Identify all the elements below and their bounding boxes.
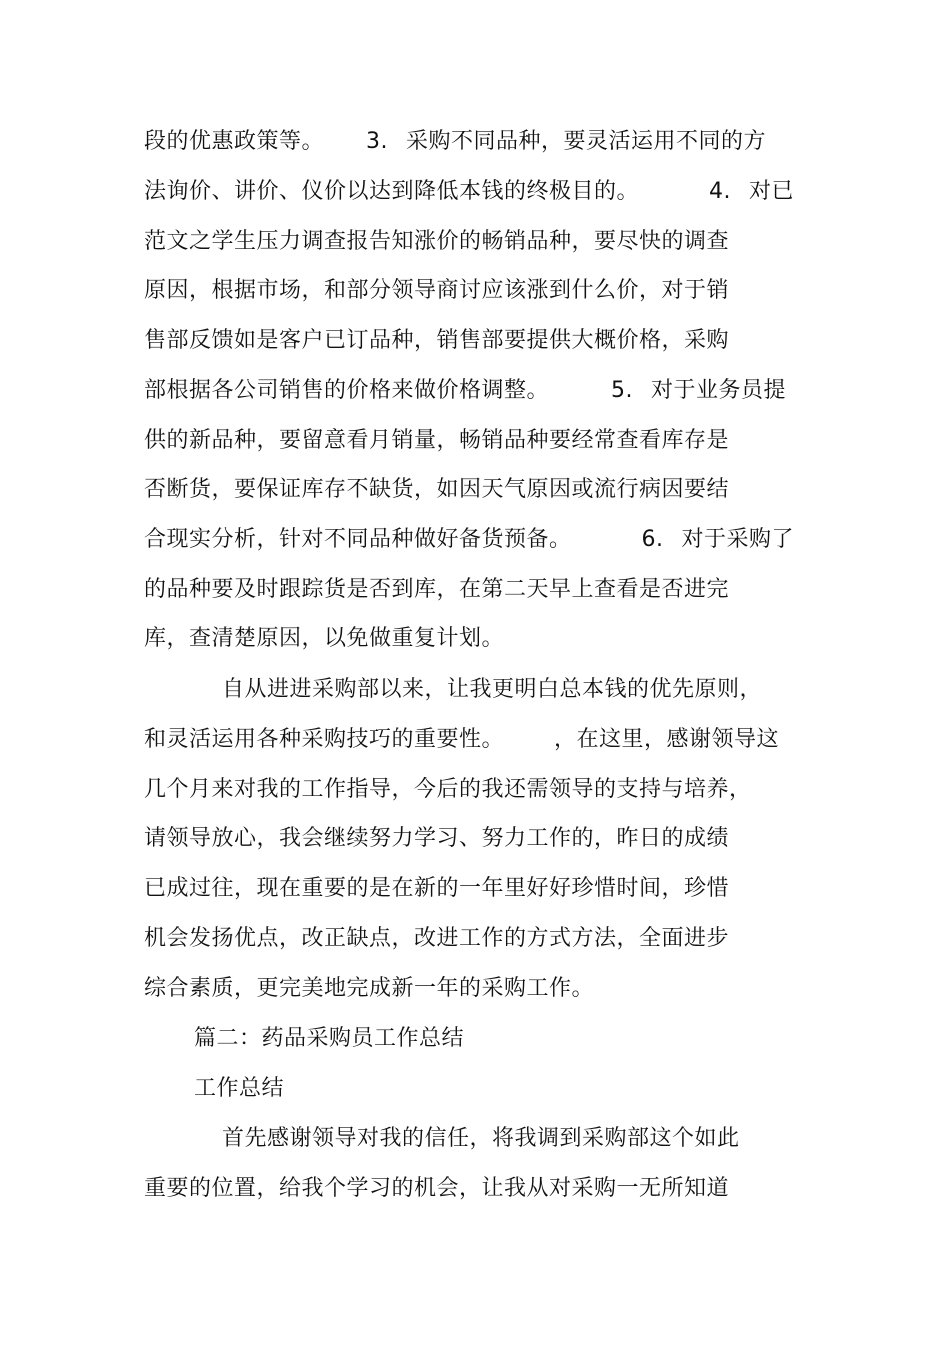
text-segment: 库，查清楚原因，以免做重复计划。 xyxy=(144,626,505,651)
text-segment: 段的优惠政策等。 xyxy=(144,129,325,154)
text-segment: 几个月来对我的工作指导，今后的我还需领导的支持与培养， xyxy=(144,777,752,802)
text-line-9 xyxy=(144,525,794,555)
text-segment: 对已 xyxy=(749,179,795,204)
text-segment: 重要的位置，给我个学习的机会，让我从对采购一无所知道 xyxy=(144,1176,730,1201)
heading-text: 篇二：药品采购员工作总结 xyxy=(194,1026,465,1051)
text-segment: 法询价、讲价、仪价以达到降低本钱的终极目的。 xyxy=(144,179,640,204)
list-number: 3. xyxy=(366,129,389,154)
text-line-2 xyxy=(144,177,794,207)
text-line-16 xyxy=(144,874,729,904)
text-line-18 xyxy=(144,974,594,1004)
list-number: 5. xyxy=(611,378,634,403)
text-line-10 xyxy=(144,575,729,605)
text-segment: 机会发扬优点，改正缺点，改进工作的方式方法，全面进步 xyxy=(144,926,730,951)
text-line-13 xyxy=(144,725,779,755)
text-segment: 原因，根据市场，和部分领导商讨应该涨到什么价，对于销 xyxy=(144,278,730,303)
text-line-4 xyxy=(144,276,729,306)
text-line-3 xyxy=(144,227,729,257)
list-number: 6. xyxy=(641,527,664,552)
text-segment: 和灵活运用各种采购技巧的重要性。 xyxy=(144,727,505,752)
text-line-6 xyxy=(144,376,786,406)
text-segment: 对于业务员提 xyxy=(651,378,787,403)
text-segment: 首先感谢领导对我的信任，将我调到采购部这个如此 xyxy=(222,1126,740,1151)
text-line-1 xyxy=(144,127,766,157)
text-segment: 售部反馈如是客户已订品种，销售部要提供大概价格，采购 xyxy=(144,328,730,353)
section-heading xyxy=(194,1024,464,1054)
text-segment: ，在这里，感谢领导这 xyxy=(554,727,780,752)
list-number: 4. xyxy=(709,179,732,204)
text-segment: 部根据各公司销售的价格来做价格调整。 xyxy=(144,378,550,403)
paragraph-start-line xyxy=(222,1124,740,1154)
text-line-22 xyxy=(144,1174,729,1204)
text-line-15 xyxy=(144,824,729,854)
text-line-14 xyxy=(144,775,752,805)
text-segment: 的品种要及时跟踪货是否到库，在第二天早上查看是否进完 xyxy=(144,577,730,602)
text-line-7 xyxy=(144,426,729,456)
text-segment: 综合素质，更完美地完成新一年的采购工作。 xyxy=(144,976,595,1001)
text-segment: 自从进进采购部以来，让我更明白总本钱的优先原则， xyxy=(222,677,763,702)
text-line-11 xyxy=(144,624,504,654)
text-segment: 范文之学生压力调查报告知涨价的畅销品种，要尽快的调查 xyxy=(144,229,730,254)
text-segment: 采购不同品种，要灵活运用不同的方 xyxy=(406,129,767,154)
text-line-17 xyxy=(144,924,729,954)
text-segment: 已成过往，现在重要的是在新的一年里好好珍惜时间，珍惜 xyxy=(144,876,730,901)
paragraph-start-line xyxy=(222,675,762,705)
text-segment: 请领导放心，我会继续努力学习、努力工作的，昨日的成绩 xyxy=(144,826,730,851)
heading-text: 工作总结 xyxy=(194,1076,285,1101)
text-segment: 对于采购了 xyxy=(681,527,795,552)
text-segment: 否断货，要保证库存不缺货，如因天气原因或流行病因要结 xyxy=(144,477,730,502)
subsection-heading xyxy=(194,1074,284,1104)
text-segment: 供的新品种，要留意看月销量，畅销品种要经常查看库存是 xyxy=(144,428,730,453)
text-line-8 xyxy=(144,475,729,505)
text-line-5 xyxy=(144,326,729,356)
text-segment: 合现实分析，针对不同品种做好备货预备。 xyxy=(144,527,572,552)
